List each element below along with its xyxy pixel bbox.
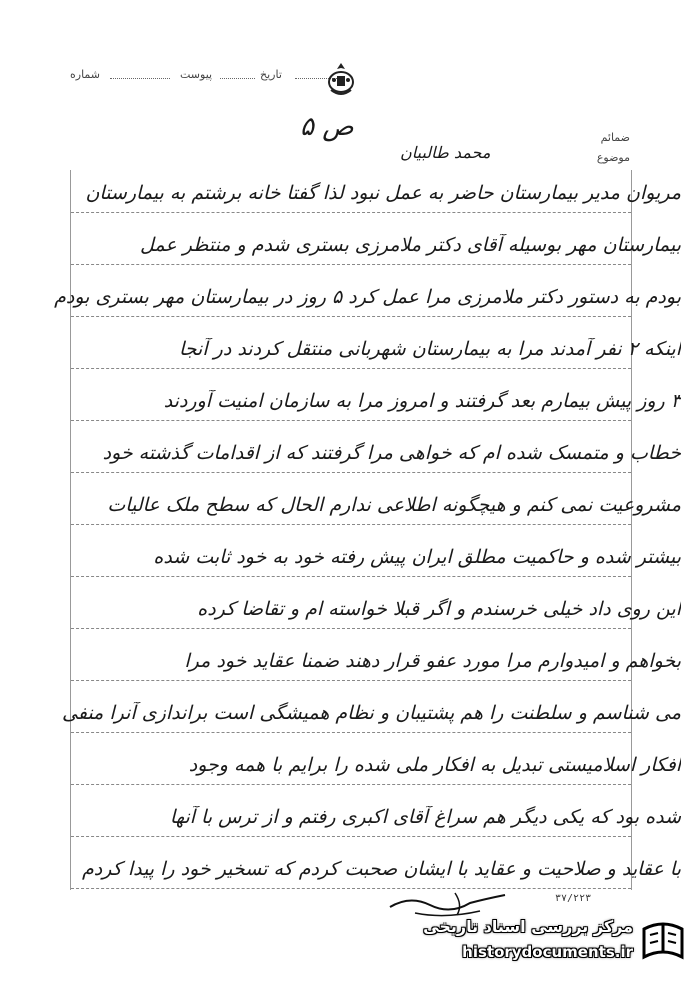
emblem-icon [322, 60, 360, 100]
handwritten-line: ۳ روز پیش بیمارم بعد گرفتند و امروز مرا به سازمان امنیت آوردند [163, 390, 681, 412]
ruled-line [71, 784, 631, 785]
attachment-label: پیوست [180, 68, 213, 81]
attachment-dotted-line [220, 78, 255, 79]
ruled-line [71, 836, 631, 837]
handwritten-line: بیشتر شده و حاکمیت مطلق ایران پیش رفته خود به خود ثابت شده [153, 546, 681, 568]
ruled-line [71, 420, 631, 421]
subject-name: محمد طالبیان [400, 143, 491, 162]
handwritten-line: با عقاید و صلاحیت و عقاید با ایشان صحبت کردم که تسخیر خود را پیدا کردم [82, 858, 681, 880]
subject-label: موضوع [596, 151, 630, 164]
ruled-line [71, 732, 631, 733]
ruled-line [71, 368, 631, 369]
handwritten-line: این روی داد خیلی خرسندم و اگر قبلا خواسته ام و تقاضا کرده [197, 598, 681, 620]
handwritten-line: افکار اسلامیستی تبدیل به افکار ملی شده را برایم با همه وجود [188, 754, 681, 776]
ruled-line [71, 264, 631, 265]
handwritten-line: بودم به دستور دکتر ملامرزی مرا عمل کرد ۵ روز در بیمارستان مهر بستری بودم [54, 286, 681, 308]
ruled-line [71, 628, 631, 629]
handwritten-line: مریوان مدیر بیمارستان حاضر به عمل نبود لذا گفتا خانه برشتم به بیمارستان [85, 182, 681, 204]
ruled-line [71, 524, 631, 525]
handwritten-line: بیمارستان مهر بوسیله آقای دکتر ملامرزی بستری شدم و منتظر عمل [140, 234, 681, 256]
handwritten-line: اینکه ۲ نفر آمدند مرا به بیمارستان شهربانی منتقل کردند در آنجا [178, 338, 681, 360]
handwritten-line: شده بود که یکی دیگر هم سراغ آقای اکبری رفتم و از ترس با آنها [169, 806, 681, 828]
handwritten-line: می شناسم و سلطنت را هم پشتیبان و نظام همیشگی است براندازی آنرا منفی [62, 702, 681, 724]
handwritten-line: بخواهم و امیدوارم مرا مورد عفو قرار دهند ضمنا عقاید خود مرا [184, 650, 681, 672]
page-number-mark: ص ۵ [300, 112, 354, 142]
ruled-line [71, 680, 631, 681]
ruled-line [71, 888, 631, 889]
date-label: تاریخ [260, 68, 282, 81]
ruled-line [71, 212, 631, 213]
archive-watermark [398, 913, 688, 973]
handwritten-line: مشروعیت نمی کنم و هیچگونه اطلاعی ندارم الحال که سطح ملک عالیات [107, 494, 681, 516]
number-dotted-line [110, 78, 170, 79]
handwritten-body [54, 170, 681, 890]
ruled-line [71, 576, 631, 577]
number-label: شماره [70, 68, 101, 81]
attachments-label: ضمائم [600, 131, 630, 144]
archive-logo-icon [638, 917, 688, 967]
reference-number: ۳۷/۲۲۳ [555, 893, 592, 904]
ruled-line [71, 472, 631, 473]
handwritten-line: خطاب و متمسک شده ام که خواهی مرا گرفتند که از اقدامات گذشته خود [102, 442, 681, 464]
watermark-url: historydocuments.ir [462, 943, 633, 961]
ruled-line [71, 316, 631, 317]
watermark-title: مرکز بررسی اسناد تاریخی [423, 917, 633, 936]
